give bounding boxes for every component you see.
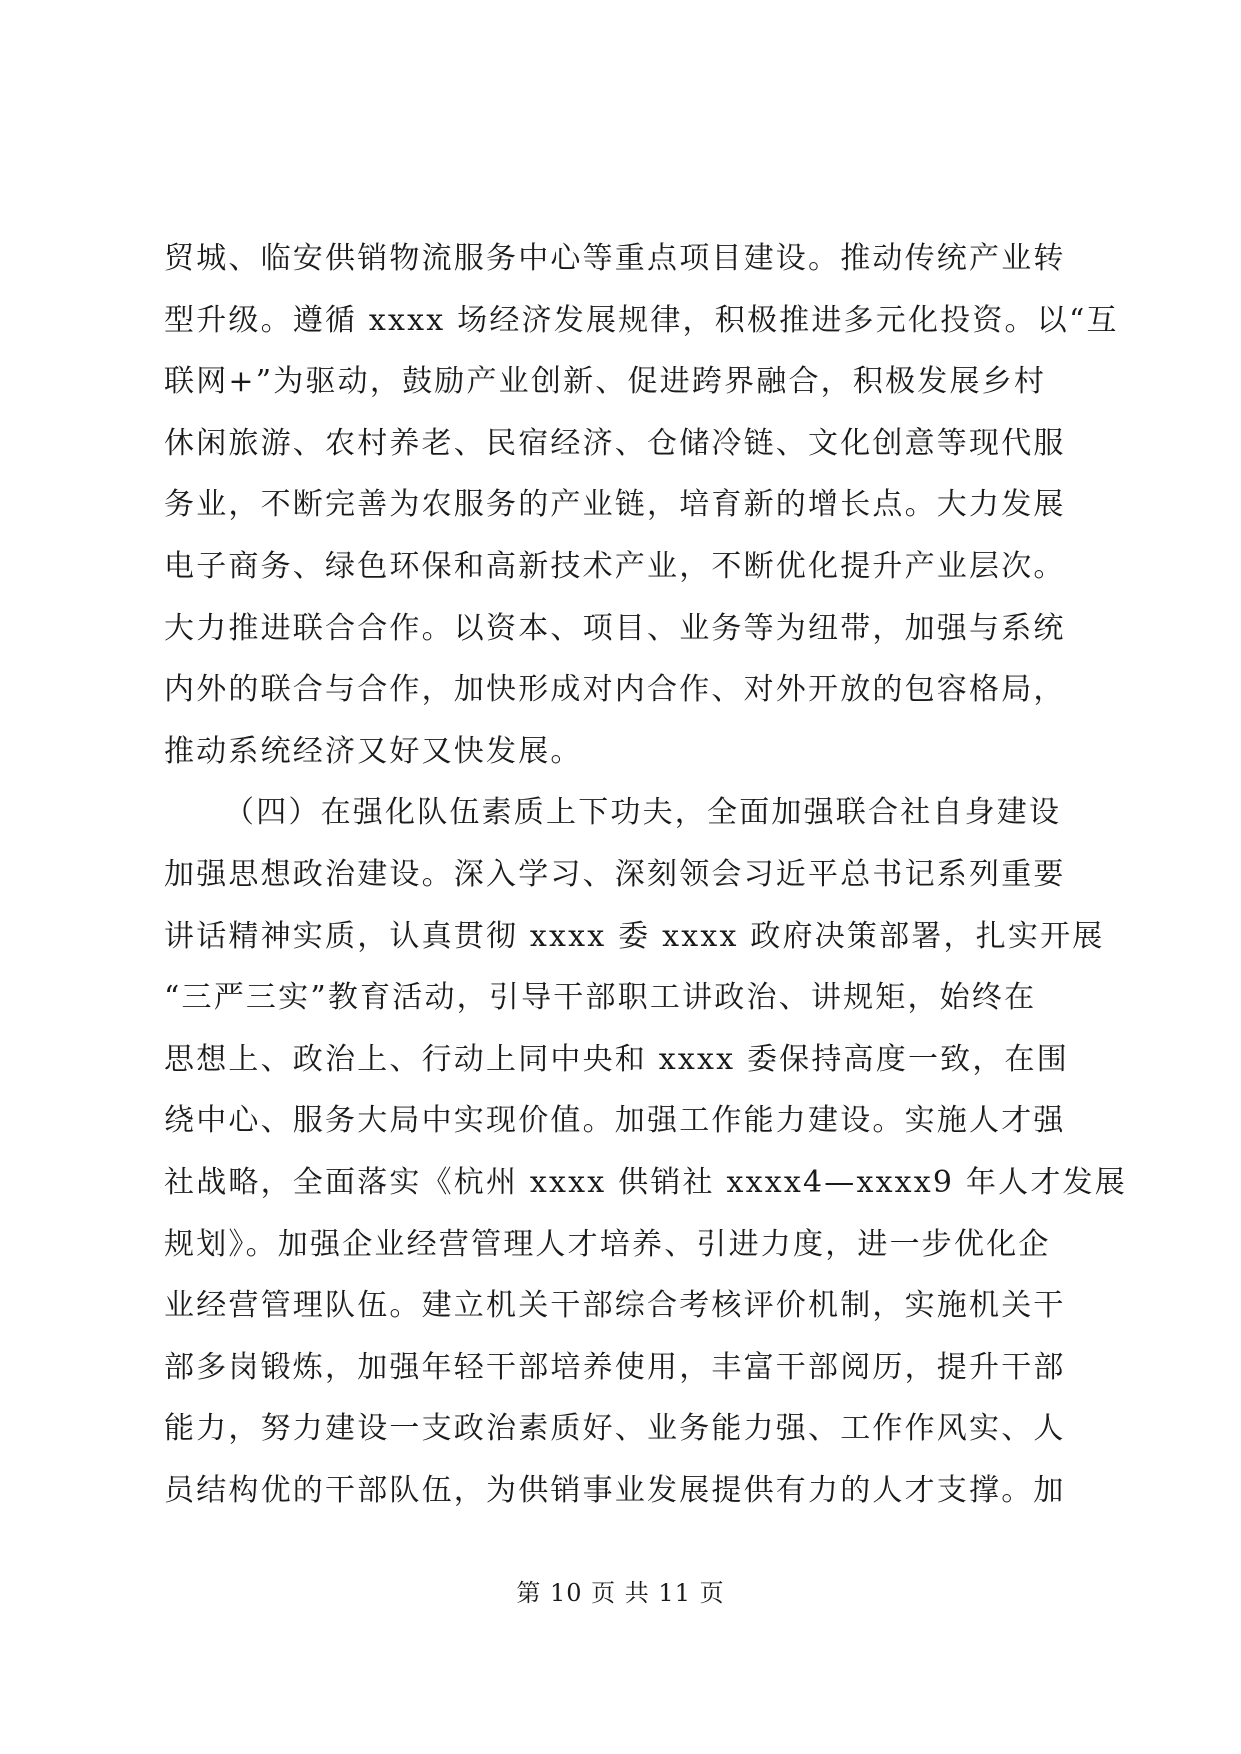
text-line: 务业，不断完善为农服务的产业链，培育新的增长点。大力发展: [164, 487, 1066, 523]
text-line: 部多岗锻炼，加强年轻干部培养使用，丰富干部阅历，提升干部: [164, 1349, 1066, 1385]
text-line: 员结构优的干部队伍，为供销事业发展提供有力的人才支撑。加: [164, 1472, 1066, 1508]
text-line: 贸城、临安供销物流服务中心等重点项目建设。推动传统产业转: [164, 241, 1066, 276]
section-heading: （四）在强化队伍素质上下功夫，全面加强联合社自身建设: [224, 795, 1062, 831]
text-line: 能力，努力建设一支政治素质好、业务能力强、工作作风实、人: [164, 1411, 1066, 1447]
text-line: 思想上、政治上、行动上同中央和 xxxx 委保持高度一致，在围: [164, 1041, 1069, 1077]
text-line: 社战略，全面落实《杭州 xxxx 供销社 xxxx4—xxxx9 年人才发展: [164, 1164, 1127, 1200]
page-footer: 第 10 页 共 11 页: [516, 1579, 725, 1607]
text-line: 内外的联合与合作，加快形成对内合作、对外开放的包容格局，: [164, 672, 1066, 708]
text-line: 业经营管理队伍。建立机关干部综合考核评价机制，实施机关干: [164, 1288, 1066, 1324]
text-line: 联网+”为驱动，鼓励产业创新、促进跨界融合，积极发展乡村: [164, 364, 1047, 400]
text-line: 型升级。遵循 xxxx 场经济发展规律，积极推进多元化投资。以“互: [164, 302, 1119, 338]
text-line: 电子商务、绿色环保和高新技术产业，不断优化提升产业层次。: [164, 548, 1066, 584]
body-text: [164, 228, 1127, 1521]
text-line: 讲话精神实质，认真贯彻 xxxx 委 xxxx 政府决策部署，扎实开展: [164, 918, 1105, 954]
text-line: 休闲旅游、农村养老、民宿经济、仓储冷链、文化创意等现代服: [164, 425, 1066, 461]
text-line: 大力推进联合合作。以资本、项目、业务等为纽带，加强与系统: [164, 610, 1066, 646]
text-line: 绕中心、服务大局中实现价值。加强工作能力建设。实施人才强: [164, 1103, 1066, 1139]
text-line: 规划》。加强企业经营管理人才培养、引进力度，进一步优化企: [164, 1226, 1051, 1262]
text-line: 推动系统经济又好又快发展。: [164, 733, 583, 769]
text-line: “三严三实”教育活动，引导干部职工讲政治、讲规矩，始终在: [164, 980, 1037, 1016]
text-line: 加强思想政治建设。深入学习、深刻领会习近平总书记系列重要: [164, 856, 1066, 892]
